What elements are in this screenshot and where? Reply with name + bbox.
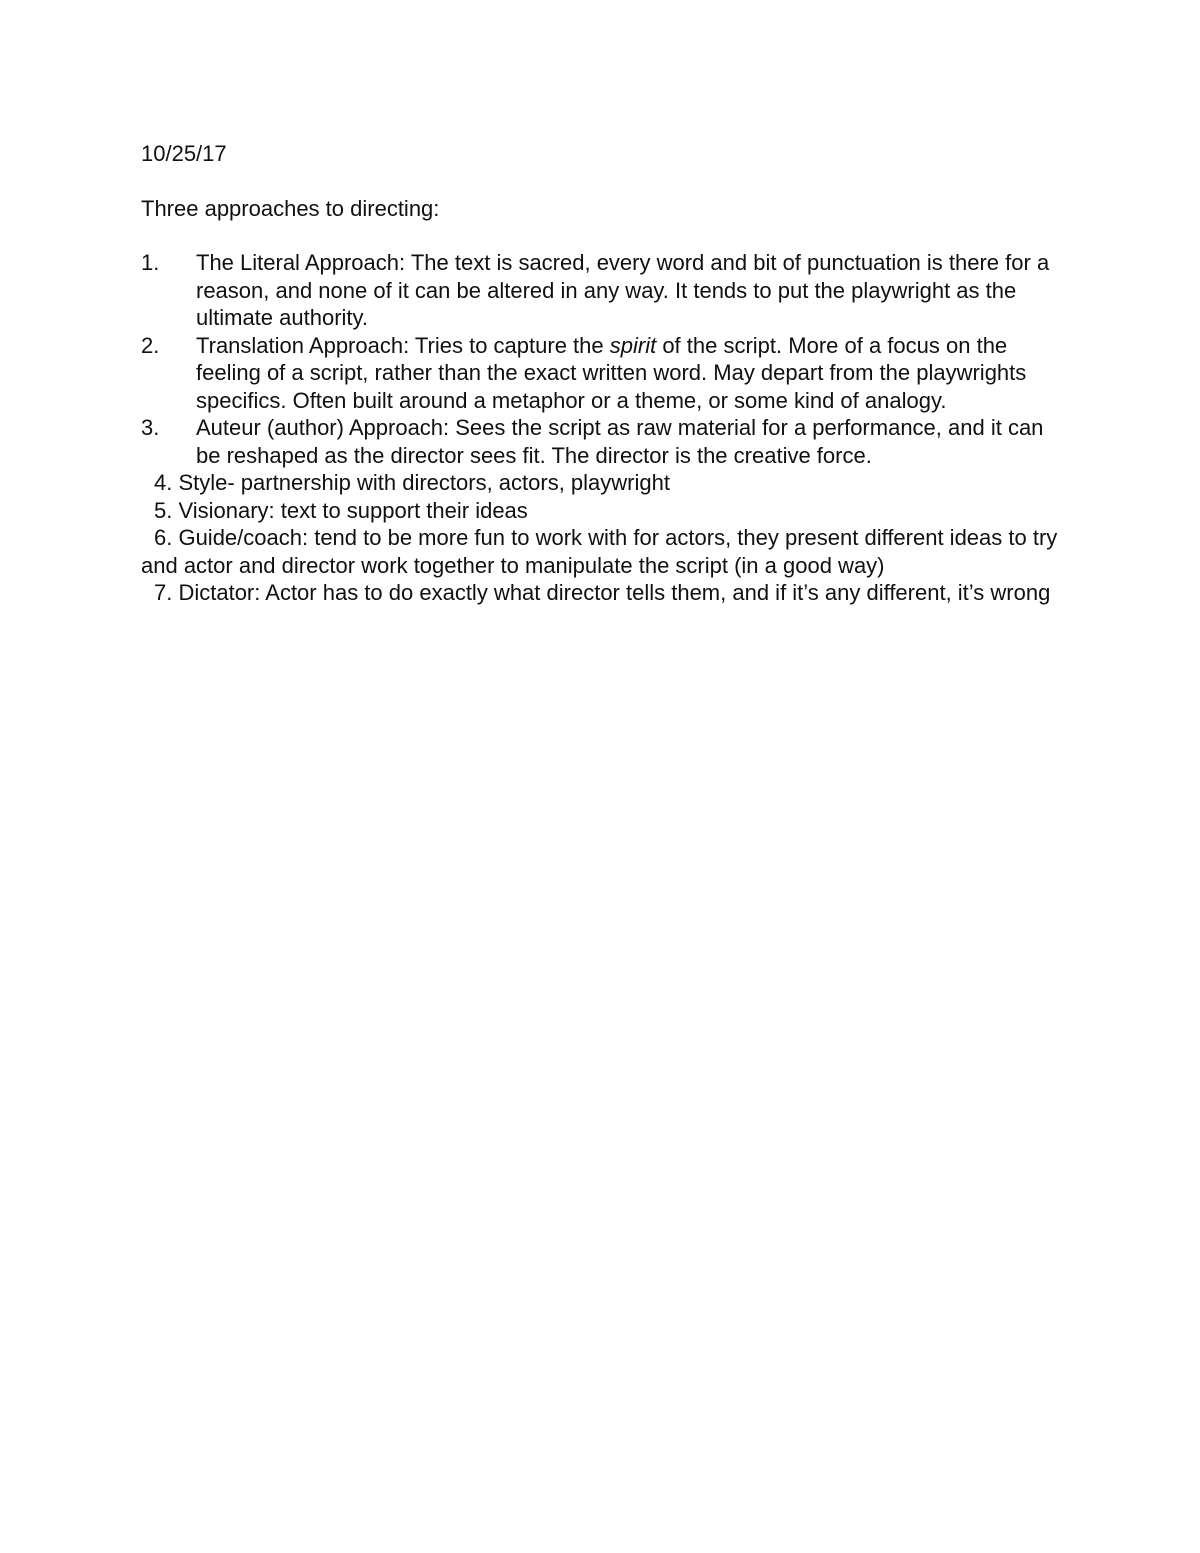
list-item	[141, 414, 1061, 469]
list-item-text-part: of the script. More of a focus on the feeling of a script, rather than the exact written word. May depart from the playwrights specifics. Often built around a metaphor or a theme, or some kind of analogy.	[196, 332, 1027, 413]
list-item-text: Auteur (author) Approach: Sees the script as raw material for a performance, and it can be reshaped as the director sees fit. The director is the creative force.	[196, 415, 1044, 468]
list-item-text-part: Translation Approach: Tries to capture the	[196, 332, 610, 358]
list-item	[141, 332, 1061, 415]
list-item	[141, 579, 1061, 607]
list-item	[141, 249, 1061, 332]
list-marker: 2.	[141, 332, 160, 358]
list-item-text: 6. Guide/coach: tend to be more fun to work with for actors, they present different ideas to try and actor and director work together to manipulate the script (in a good way)	[141, 525, 1058, 578]
intro-heading: Three approaches to directing:	[141, 195, 440, 221]
list-marker: 3.	[141, 415, 160, 440]
list-item	[141, 497, 1061, 525]
list-item	[141, 524, 1061, 579]
list-item-text: 4. Style- partnership with directors, actors, playwright	[154, 470, 670, 495]
list-marker: 1.	[141, 250, 160, 275]
list-item-text	[196, 333, 1026, 413]
document-page	[141, 140, 1061, 607]
list-item	[141, 469, 1061, 497]
director-types-list	[141, 469, 1061, 607]
note-date: 10/25/17	[141, 141, 227, 166]
italic-emphasis: spirit	[609, 332, 657, 358]
list-item-text: 5. Visionary: text to support their ideas	[154, 497, 528, 523]
list-item-text: The Literal Approach: The text is sacred, every word and bit of punctuation is there for a reason, and none of it can be altered in any way. It tends to put the playwright as the ultimate authority.	[196, 250, 1050, 330]
list-item-text: 7. Dictator: Actor has to do exactly what director tells them, and if it’s any different, it’s wrong	[154, 580, 1051, 605]
approaches-list	[141, 249, 1061, 469]
